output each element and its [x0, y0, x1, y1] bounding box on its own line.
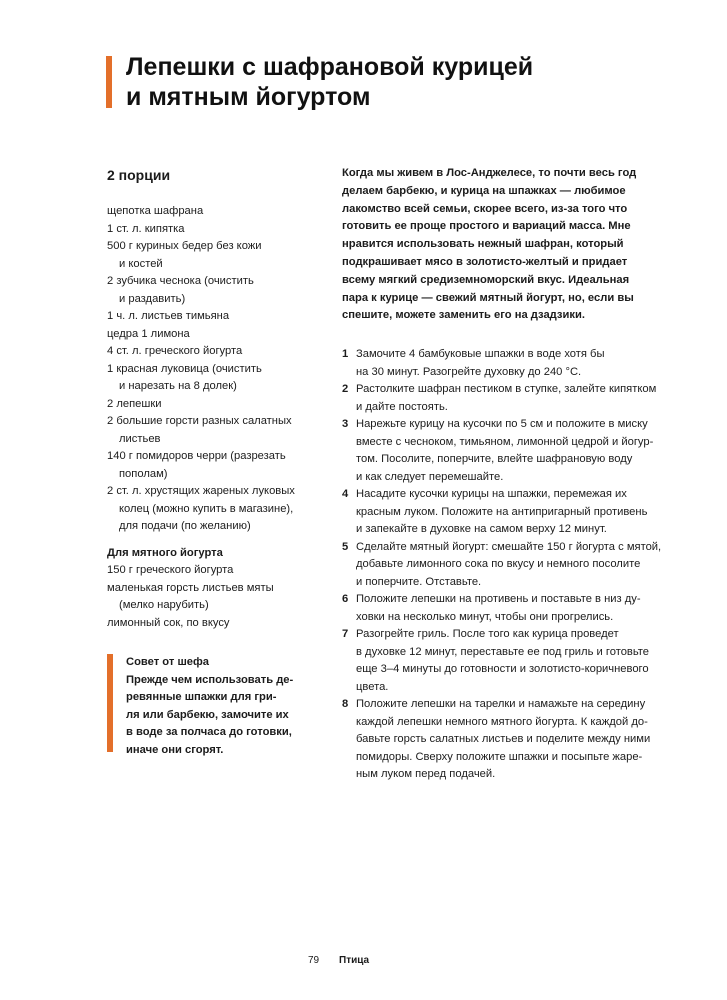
step-line: добавьте лимонного сока по вкусу и немного посолите [356, 558, 641, 571]
recipe-title-line: Лепешки с шафрановой курицей [126, 53, 534, 81]
tip-line: в воде за полчаса до готовки, [126, 726, 292, 738]
intro-line: Когда мы живем в Лос-Анджелесе, то почти весь год [342, 167, 637, 179]
tip-line: Прежде чем использовать де- [126, 673, 294, 686]
method-step [342, 346, 672, 381]
recipe-title-line: и мятным йогуртом [126, 83, 371, 111]
tip-heading: Совет от шефа [126, 656, 210, 668]
intro-line: лакомство всей семьи, скорее всего, из-за того что [342, 202, 628, 215]
tip-accent-bar [107, 654, 113, 752]
ingredient-line: 2 лепешки [107, 397, 162, 410]
step-line: каждой лепешки немного мятного йогурта. К каждой до- [356, 715, 648, 728]
ingredient-list [107, 203, 322, 536]
yogurt-ingredient-line: маленькая горсть листьев мяты [107, 581, 274, 594]
yogurt-ingredient-list [107, 562, 322, 632]
ingredient-line: 2 ст. л. хрустящих жареных луковых [107, 485, 295, 497]
step-line: Нарежьте курицу на кусочки по 5 см и положите в миску [356, 418, 648, 431]
step-number: 1 [342, 348, 349, 361]
intro-line: всему мягкий средиземноморский вкус. Идеальная [342, 273, 630, 286]
ingredient-line: щепотка шафрана [107, 205, 204, 217]
ingredient-line: 2 зубчика чеснока (очистить [107, 275, 254, 287]
step-line: и запекайте в духовке на самом верху 12 минут. [356, 523, 607, 536]
recipe-title [126, 52, 686, 112]
method-step [342, 416, 672, 486]
step-line: еще 3–4 минуты до готовности и золотисто-коричневого [356, 663, 649, 676]
intro-line: спешите, можете заменить его на дзадзики. [342, 309, 585, 322]
method-step [342, 626, 672, 696]
step-line: помидоры. Сверху положите шпажки и посыпьте жаре- [356, 750, 643, 763]
method-step [342, 486, 672, 539]
step-line: Насадите кусочки курицы на шпажки, перемежая их [356, 488, 627, 501]
step-line: ным луком перед подачей. [356, 768, 496, 781]
step-number: 2 [342, 383, 349, 396]
tip-text [126, 672, 326, 760]
ingredient-line: 4 ст. л. греческого йогурта [107, 345, 243, 357]
section-name: Птица [339, 955, 370, 966]
intro-line: готовить ее проще простого и вариаций масса. Мне [342, 220, 631, 233]
ingredient-line: 1 красная луковица (очистить [107, 362, 262, 375]
method-step [342, 591, 672, 626]
ingredient-line: 500 г куриных бедер без кожи [107, 240, 262, 252]
step-line: на 30 минут. Разогрейте духовку до 240 °C. [356, 365, 582, 378]
intro-line: подкрашивает мясо в золотисто-желтый и придает [342, 255, 628, 268]
title-accent-bar [106, 56, 112, 108]
step-line: Замочите 4 бамбуковые шпажки в воде хотя бы [356, 348, 605, 361]
ingredients-column [107, 165, 322, 632]
step-line: ховки на несколько минут, чтобы они прогрелись. [356, 610, 614, 623]
method-column [342, 165, 672, 784]
yogurt-ingredient-line: (мелко нарубить) [119, 599, 209, 611]
step-line: и поперчите. Отставьте. [356, 575, 482, 588]
ingredient-line: 1 ст. л. кипятка [107, 222, 185, 235]
page-number: 79 [308, 955, 320, 966]
tip-line: ля или барбекю, замочите их [126, 708, 289, 721]
ingredient-line: 140 г помидоров черри (разрезать [107, 450, 286, 462]
step-list [342, 346, 672, 784]
step-number: 8 [342, 698, 349, 711]
yogurt-ingredient-line: 150 г греческого йогурта [107, 564, 234, 576]
intro-line: пара к курице — свежий мятный йогурт, но, если вы [342, 291, 634, 304]
step-line: в духовке 12 минут, переставьте ее под гриль и готовьте [356, 645, 650, 658]
step-number: 7 [342, 628, 349, 641]
intro-paragraph [342, 165, 672, 325]
step-line: Положите лепешки на тарелки и намажьте на середину [356, 698, 646, 711]
method-step [342, 381, 672, 416]
tip-line: иначе они сгорят. [126, 743, 224, 756]
step-line: Разогрейте гриль. После того как курица проведет [356, 628, 619, 641]
step-line: красным луком. Положите на антипригарный противень [356, 505, 648, 518]
step-line: Положите лепешки на противень и поставьте в низ ду- [356, 593, 641, 606]
intro-line: нравится использовать нежный шафран, который [342, 238, 624, 251]
ingredient-line: листьев [119, 432, 161, 445]
tip-line: ревянные шпажки для гри- [126, 691, 277, 703]
ingredient-line: и нарезать на 8 долек) [119, 380, 237, 392]
step-line: вместе с чесноком, тимьяном, лимонной цедрой и йогур- [356, 435, 654, 448]
portions-label: 2 порции [107, 167, 171, 183]
ingredient-line: для подачи (по желанию) [119, 520, 251, 532]
step-number: 4 [342, 488, 349, 501]
step-number: 6 [342, 593, 349, 606]
ingredient-line: и раздавить) [119, 292, 186, 305]
step-line: и как следует перемешайте. [356, 470, 504, 483]
ingredient-line: 2 большие горсти разных салатных [107, 415, 292, 427]
step-line: и дайте постоять. [356, 400, 448, 413]
ingredient-line: 1 ч. л. листьев тимьяна [107, 310, 230, 322]
intro-line: делаем барбекю, и курица на шпажках — любимое [342, 184, 626, 197]
step-line: Сделайте мятный йогурт: смешайте 150 г йогурта с мятой, [356, 540, 662, 553]
step-number: 3 [342, 418, 349, 431]
ingredient-line: пополам) [119, 467, 168, 480]
step-number: 5 [342, 540, 349, 553]
step-line: Растолките шафран пестиком в ступке, залейте кипятком [356, 383, 657, 396]
step-line: цвета. [356, 680, 389, 693]
yogurt-heading: Для мятного йогурта [107, 546, 223, 559]
method-step [342, 539, 672, 592]
step-line: бавьте горсть салатных листьев и поделите между ними [356, 733, 651, 746]
yogurt-ingredient-line: лимонный сок, по вкусу [107, 616, 230, 629]
ingredient-line: и костей [119, 257, 163, 270]
ingredient-line: колец (можно купить в магазине), [119, 502, 294, 515]
method-step [342, 696, 672, 784]
step-line: том. Посолите, поперчите, влейте шафрановую воду [356, 453, 633, 466]
ingredient-line: цедра 1 лимона [107, 327, 190, 340]
tip-body [126, 654, 326, 759]
